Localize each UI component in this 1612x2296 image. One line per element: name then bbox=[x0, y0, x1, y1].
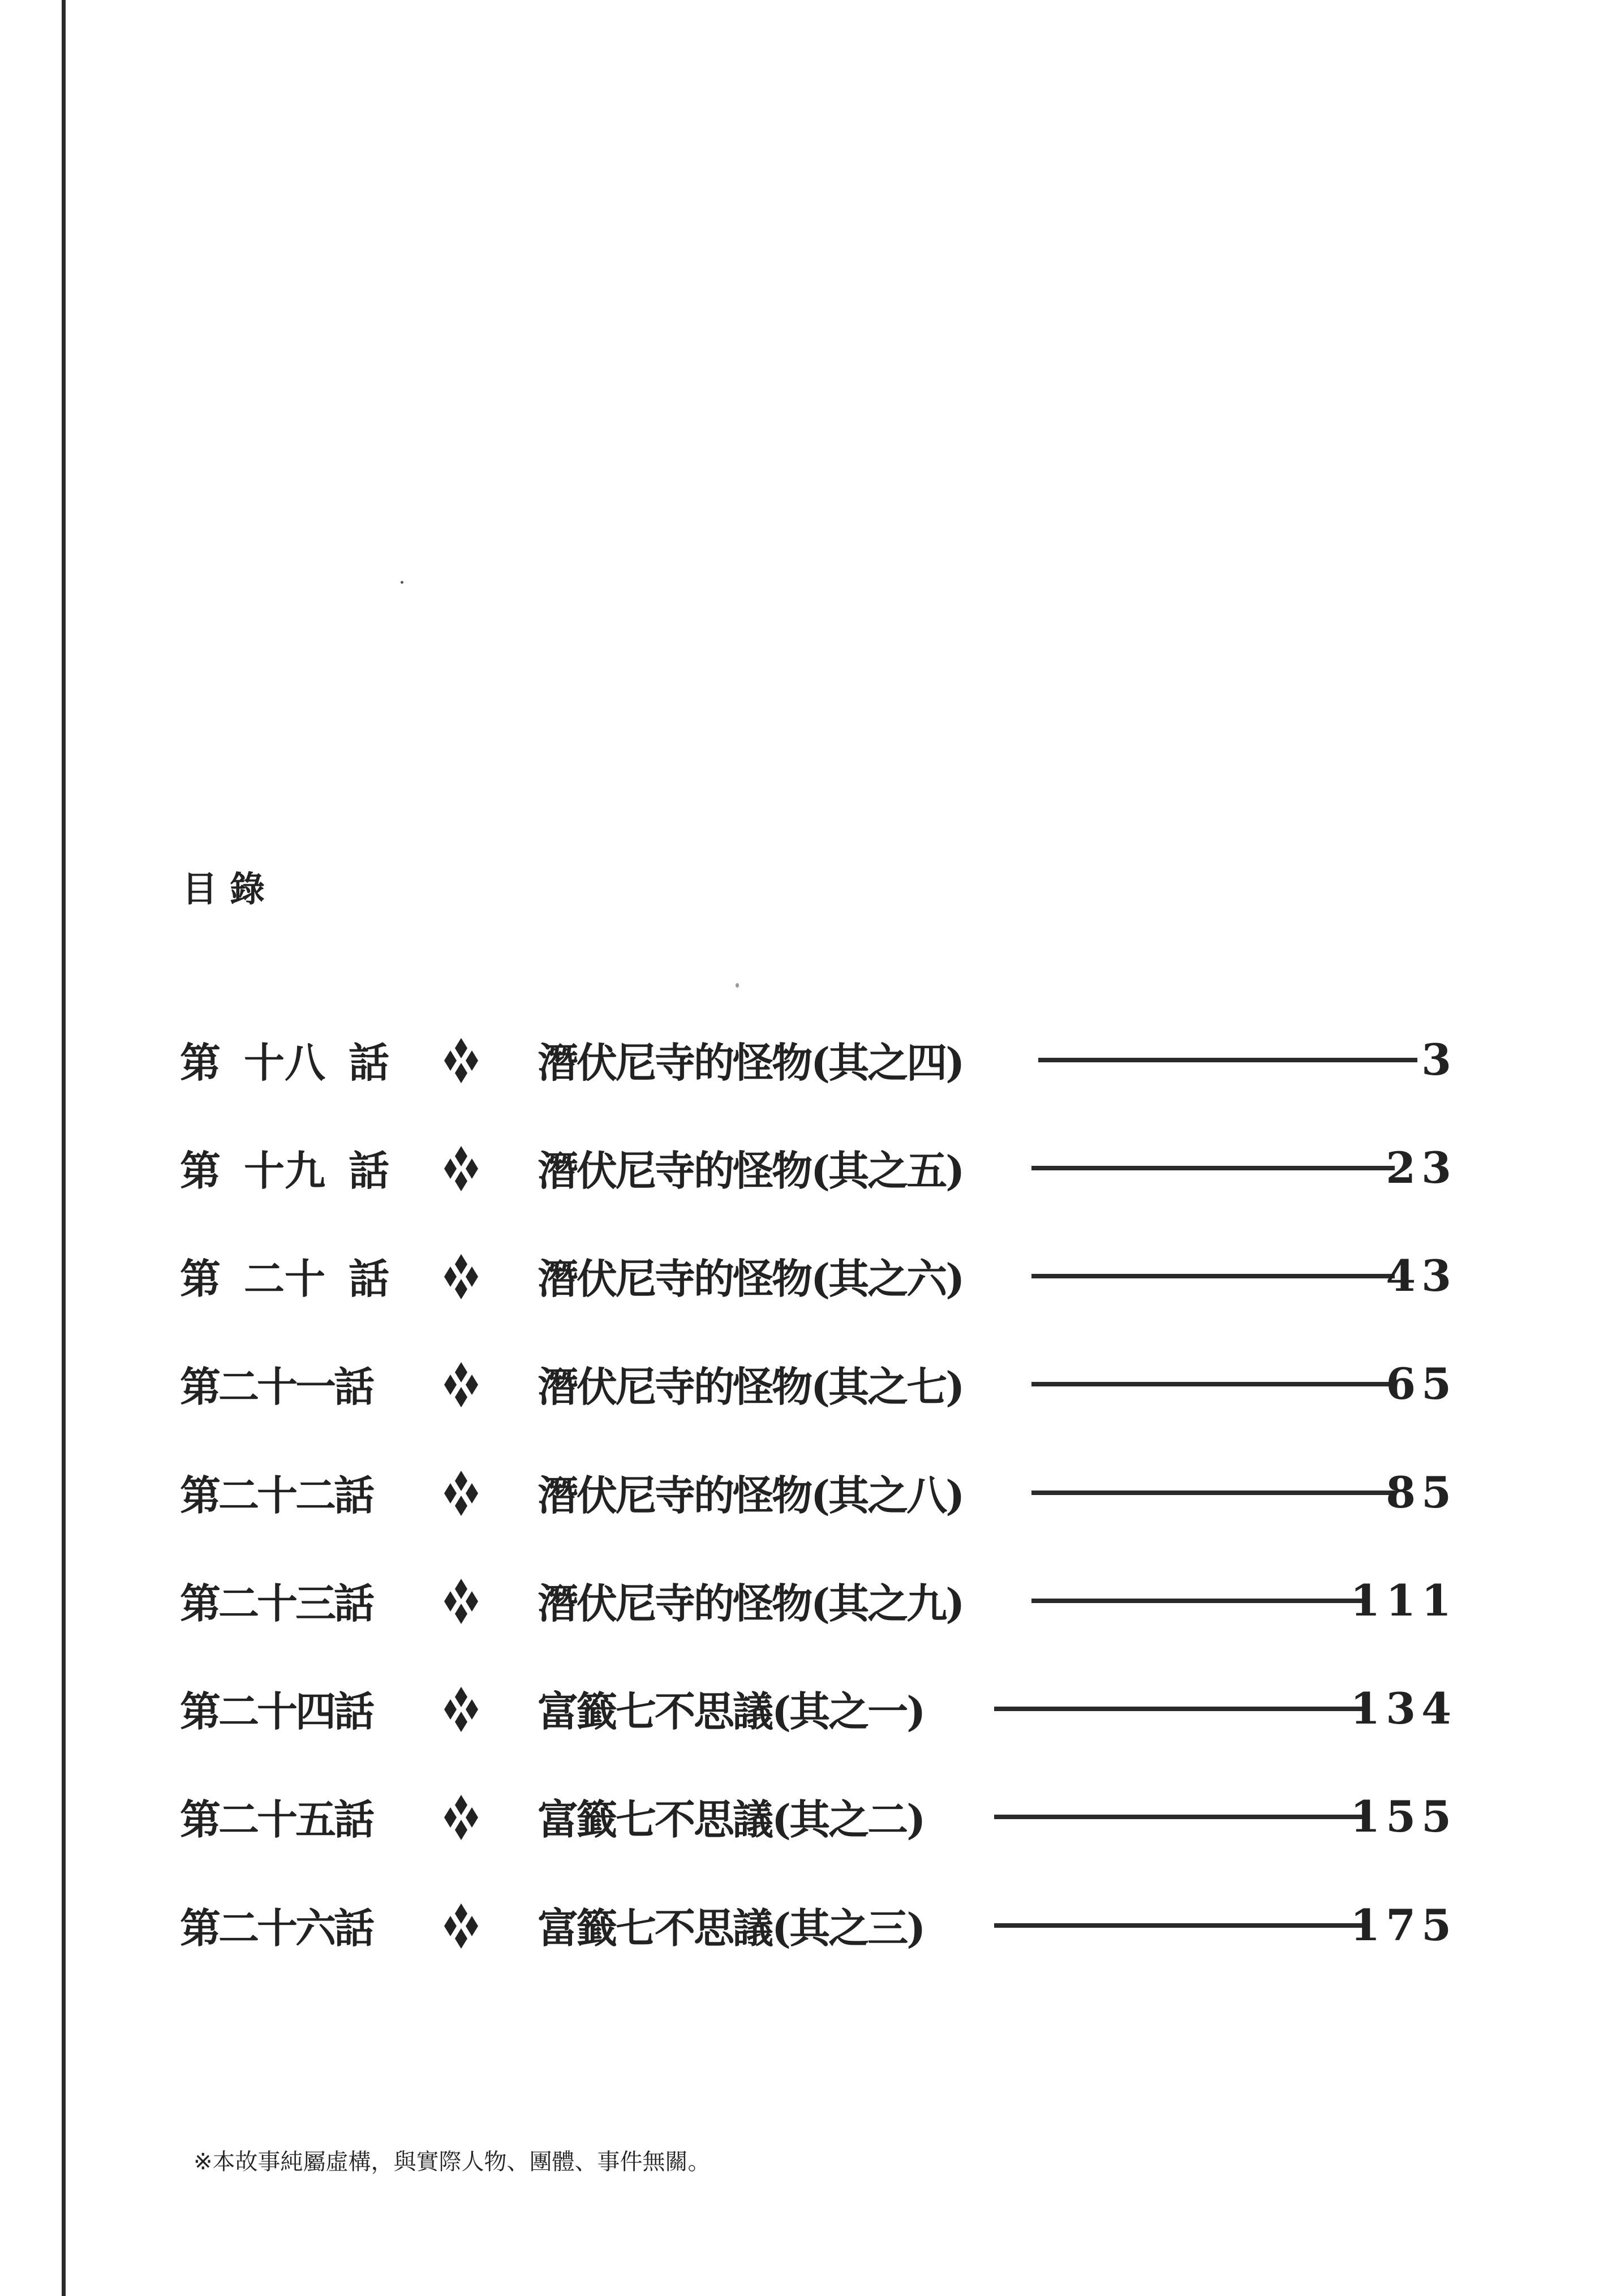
chapter-number bbox=[180, 1134, 389, 1201]
leader-line bbox=[1031, 1274, 1395, 1278]
chapter-label: 第二十一話 bbox=[180, 1363, 373, 1411]
chapter-suffix: 話 bbox=[348, 1147, 389, 1195]
chapter-ordinal: 二十 bbox=[243, 1255, 325, 1303]
chapter-prefix: 第 bbox=[180, 1039, 221, 1087]
chapter-title: 富籤七不思議(其之二) bbox=[538, 1795, 925, 1843]
four-diamond-icon bbox=[440, 1903, 482, 1949]
chapter-label: 第二十二話 bbox=[180, 1471, 373, 1519]
chapter-label: 第二十三話 bbox=[180, 1579, 373, 1627]
fiction-disclaimer: ※本故事純屬虛構，與實際人物、團體、事件無關。 bbox=[194, 2149, 711, 2175]
page-number: 175 bbox=[1350, 1899, 1457, 1950]
chapter-title: 潛伏尼寺的怪物(其之五) bbox=[538, 1147, 964, 1195]
toc-entry[interactable] bbox=[0, 1782, 1612, 1850]
leader-line bbox=[1031, 1599, 1363, 1603]
toc-entry[interactable] bbox=[0, 1242, 1612, 1309]
chapter-number bbox=[180, 1242, 389, 1309]
toc-entry[interactable] bbox=[0, 1566, 1612, 1634]
four-diamond-icon bbox=[440, 1146, 482, 1191]
page-number: 3 bbox=[1421, 1034, 1457, 1085]
leader-line bbox=[994, 1707, 1363, 1711]
chapter-title: 潛伏尼寺的怪物(其之九) bbox=[538, 1579, 964, 1627]
chapter-ordinal: 十八 bbox=[243, 1039, 325, 1087]
chapter-suffix: 話 bbox=[348, 1039, 389, 1087]
leader-line bbox=[994, 1815, 1363, 1819]
leader-line bbox=[994, 1923, 1363, 1928]
leader-line bbox=[1038, 1058, 1417, 1062]
toc-entry[interactable] bbox=[0, 1350, 1612, 1418]
page-number: 134 bbox=[1350, 1683, 1457, 1734]
page-number: 23 bbox=[1386, 1142, 1457, 1193]
leader-line bbox=[1031, 1166, 1395, 1170]
toc-entry[interactable] bbox=[0, 1134, 1612, 1201]
page-number: 155 bbox=[1350, 1791, 1457, 1842]
chapter-label: 第二十六話 bbox=[180, 1904, 373, 1952]
four-diamond-icon bbox=[440, 1254, 482, 1299]
chapter-number bbox=[180, 1674, 395, 1742]
chapter-suffix: 話 bbox=[348, 1255, 389, 1303]
leader-line bbox=[1031, 1491, 1395, 1495]
chapter-title: 潛伏尼寺的怪物(其之四) bbox=[538, 1039, 964, 1087]
chapter-number bbox=[180, 1350, 395, 1418]
toc-entry[interactable] bbox=[0, 1674, 1612, 1742]
chapter-number bbox=[180, 1458, 395, 1526]
page-number: 43 bbox=[1386, 1250, 1457, 1301]
chapter-number bbox=[180, 1891, 395, 1959]
chapter-prefix: 第 bbox=[180, 1255, 221, 1303]
chapter-title: 潛伏尼寺的怪物(其之八) bbox=[538, 1471, 964, 1519]
four-diamond-icon bbox=[440, 1038, 482, 1083]
chapter-label: 第二十四話 bbox=[180, 1687, 373, 1735]
page-number: 111 bbox=[1350, 1575, 1457, 1626]
toc-heading: 目錄 bbox=[182, 868, 278, 910]
leader-line bbox=[1031, 1382, 1395, 1386]
chapter-prefix: 第 bbox=[180, 1147, 221, 1195]
chapter-title: 富籤七不思議(其之三) bbox=[538, 1904, 925, 1952]
toc-entry[interactable] bbox=[0, 1891, 1612, 1959]
chapter-number bbox=[180, 1026, 389, 1093]
toc-entry[interactable] bbox=[0, 1026, 1612, 1093]
page-number: 85 bbox=[1386, 1467, 1457, 1518]
chapter-number bbox=[180, 1566, 395, 1634]
chapter-title: 富籤七不思議(其之一) bbox=[538, 1687, 925, 1735]
chapter-title: 潛伏尼寺的怪物(其之七) bbox=[538, 1363, 964, 1411]
four-diamond-icon bbox=[440, 1795, 482, 1840]
chapter-number bbox=[180, 1782, 395, 1850]
chapter-ordinal: 十九 bbox=[243, 1147, 325, 1195]
toc-entry[interactable] bbox=[0, 1458, 1612, 1526]
four-diamond-icon bbox=[440, 1579, 482, 1624]
four-diamond-icon bbox=[440, 1687, 482, 1732]
four-diamond-icon bbox=[440, 1471, 482, 1516]
page-number: 65 bbox=[1386, 1358, 1457, 1409]
four-diamond-icon bbox=[440, 1362, 482, 1407]
chapter-label: 第二十五話 bbox=[180, 1795, 373, 1843]
chapter-title: 潛伏尼寺的怪物(其之六) bbox=[538, 1255, 964, 1303]
